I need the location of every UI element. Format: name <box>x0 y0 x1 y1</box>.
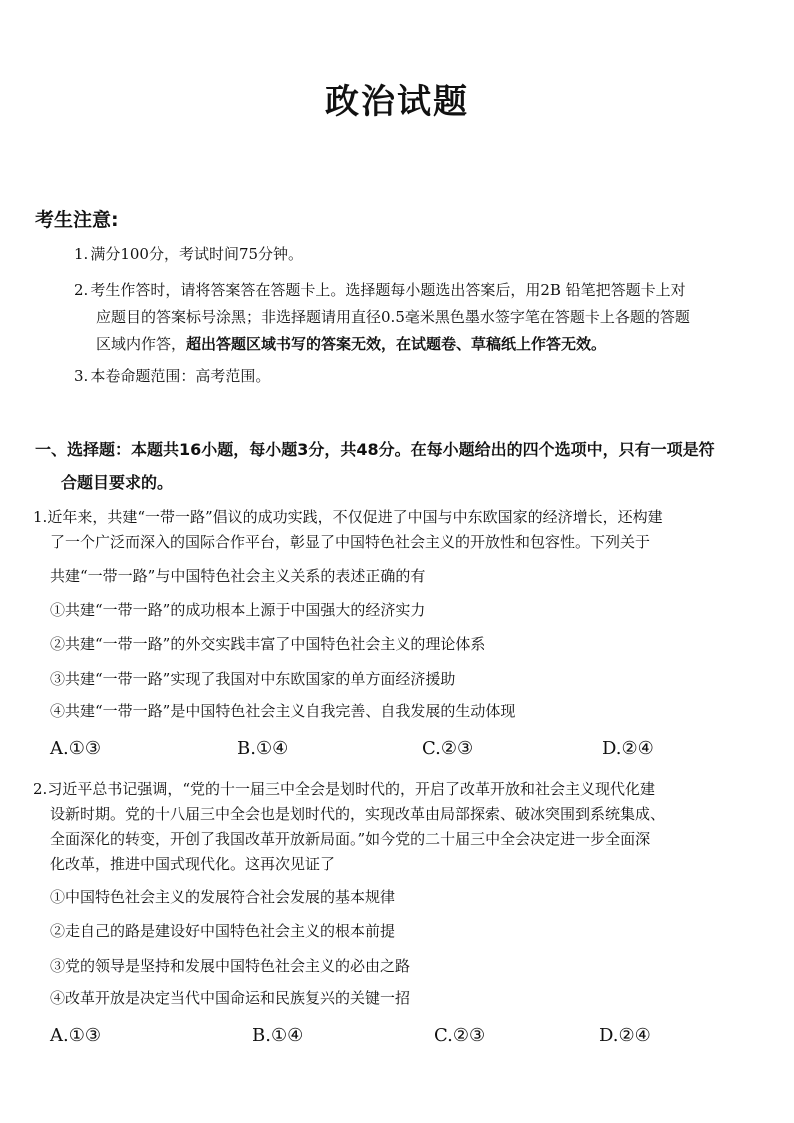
question-stem-line1: 近年来，共建“一带一路”倡议的成功实践，不仅促进了中国与中东欧国家的经济增长，还构建 <box>47 508 663 526</box>
question-1-statement-3: ③共建“一带一路”实现了我国对中东欧国家的单方面经济援助 <box>50 670 456 688</box>
notice-item-2 <box>74 277 764 358</box>
question-1-statement-2: ②共建“一带一路”的外交实践丰富了中国特色社会主义的理论体系 <box>50 635 486 653</box>
notice-item-text: 满分100分，考试时间75分钟。 <box>90 245 304 263</box>
question-2-choice-a[interactable]: A.①③ <box>50 1025 101 1046</box>
question-stem-line3: 全面深化的转变，开创了我国改革开放新局面。”如今党的二十届三中全会决定进一步全面深 <box>50 830 651 848</box>
question-stem-line2: 了一个广泛而深入的国际合作平台，彰显了中国特色社会主义的开放性和包容性。下列关于 <box>50 533 651 551</box>
question-stem-line4: 化改革，推进中国式现代化。这再次见证了 <box>50 855 336 873</box>
question-1-choice-c[interactable]: C.②③ <box>422 738 474 759</box>
notice-item-text: 本卷命题范围：高考范围。 <box>90 367 271 385</box>
question-1-stem <box>33 505 759 555</box>
question-2-choice-d[interactable]: D.②④ <box>599 1025 651 1046</box>
question-1-statement-4: ④共建“一带一路”是中国特色社会主义自我完善、自我发展的生动体现 <box>50 702 516 720</box>
question-stem-line1: 习近平总书记强调，“党的十一届三中全会是划时代的，开启了改革开放和社会主义现代化建 <box>47 780 655 798</box>
notice-item-1 <box>74 241 764 268</box>
question-2-statement-1: ①中国特色社会主义的发展符合社会发展的基本规律 <box>50 888 396 906</box>
notice-warning-text: 超出答题区域书写的答案无效，在试题卷、草稿纸上作答无效。 <box>186 335 607 353</box>
notice-item-number: 3. <box>74 367 89 385</box>
notice-heading: 考生注意: <box>35 209 119 231</box>
question-number: 1. <box>33 508 48 526</box>
notice-item-text-line1: 考生作答时，请将答案答在答题卡上。选择题每小题选出答案后，用2B 铅笔把答题卡上对 <box>90 281 686 299</box>
section-heading <box>35 433 765 499</box>
question-1-stem-line3: 共建“一带一路”与中国特色社会主义关系的表述正确的有 <box>50 567 426 585</box>
section-heading-line1: 一、选择题：本题共16小题，每小题3分，共48分。在每小题给出的四个选项中，只有一项是符 <box>35 440 715 459</box>
notice-item-3 <box>74 363 764 390</box>
notice-item-number: 2. <box>74 281 89 299</box>
question-2-statement-3: ③党的领导是坚持和发展中国特色社会主义的必由之路 <box>50 957 411 975</box>
notice-item-number: 1. <box>74 245 89 263</box>
page-title: 政治试题 <box>325 82 469 122</box>
question-2-statement-4: ④改革开放是决定当代中国命运和民族复兴的关键一招 <box>50 989 411 1007</box>
question-1-choice-a[interactable]: A.①③ <box>50 738 101 759</box>
question-1-choice-b[interactable]: B.①④ <box>237 738 289 759</box>
question-1-statement-1: ①共建“一带一路”的成功根本上源于中国强大的经济实力 <box>50 601 426 619</box>
question-2-choice-c[interactable]: C.②③ <box>434 1025 486 1046</box>
question-stem-line2: 设新时期。党的十八届三中全会也是划时代的，实现改革由局部探索、破冰突围到系统集成、 <box>50 805 666 823</box>
question-number: 2. <box>33 780 48 798</box>
question-2-stem <box>33 777 759 877</box>
question-2-statement-2: ②走自己的路是建设好中国特色社会主义的根本前提 <box>50 922 396 940</box>
section-heading-line2: 合题目要求的。 <box>61 473 174 492</box>
notice-item-text-line3: 区域内作答， <box>96 335 187 353</box>
question-2-choice-b[interactable]: B.①④ <box>252 1025 304 1046</box>
question-1-choice-d[interactable]: D.②④ <box>602 738 654 759</box>
notice-item-text-line2: 应题目的答案标号涂黑；非选择题请用直径0.5毫米黑色墨水签字笔在答题卡上各题的答题 <box>96 308 690 326</box>
